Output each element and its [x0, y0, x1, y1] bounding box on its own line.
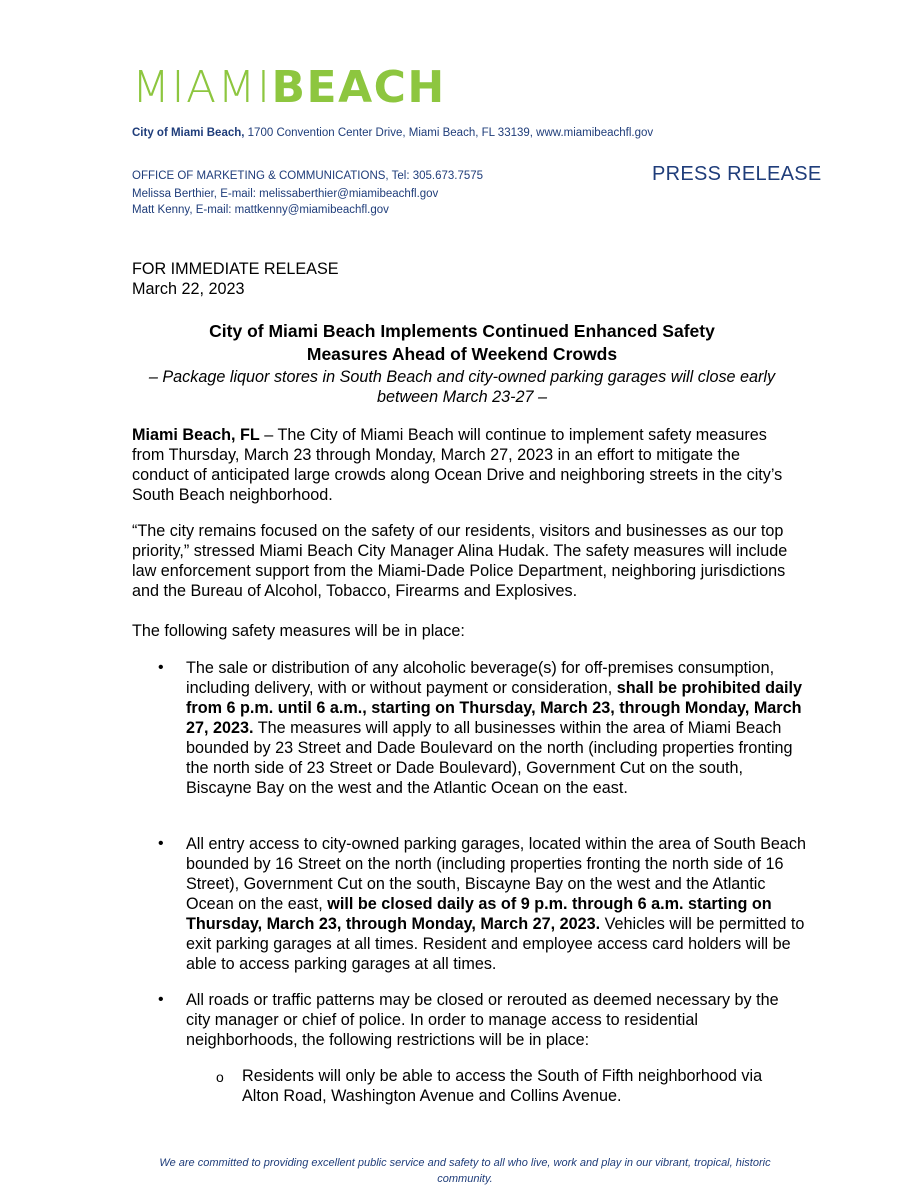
office-line — [132, 170, 483, 182]
bullet-alcohol-text: The sale or distribution of any alcoholic beverage(s) for off-premises consumption, including delivery, with or without payment or consideration, — [186, 659, 775, 697]
bullet-marker: • — [158, 835, 164, 852]
subtitle-line-2: between March 23-27 – — [376, 388, 548, 406]
bullet-parking — [186, 834, 806, 974]
sub-bullet-marker: o — [216, 1069, 224, 1085]
city-address: 1700 Convention Center Drive, Miami Beach, FL 33139, www.miamibeachfl.gov — [244, 127, 654, 139]
title-line-1: City of Miami Beach Implements Continued Enhanced Safety — [209, 321, 715, 341]
logo-beach: BEACH — [271, 62, 446, 113]
paragraph-measures-intro: The following safety measures will be in place: — [132, 622, 465, 640]
contact-kenny: Matt Kenny, E-mail: mattkenny@miamibeachfl.gov — [132, 204, 389, 216]
office-tel: Tel: 305.673.7575 — [388, 170, 484, 182]
paragraph-quote: “The city remains focused on the safety of our residents, visitors and businesses as our top priority,” stressed Miami Beach City Manager Alina Hudak. The safety measures will include law enforcement support from the Miami-Dade Police Department, neighboring jurisdictions and the Bureau of Alcohol, Tobacco, Firearms and Explosives. — [132, 522, 788, 600]
bullet-parking-text: All entry access to city-owned parking garages, located within the area of South Beach bounded by 16 Street on the north (including properties fronting the north side of 16 Street), Government Cut on the south, Biscayne Bay on the west and the Atlantic Ocean on the east, — [186, 835, 806, 913]
logo-miami: MIAMI — [132, 62, 272, 113]
bullet-alcohol — [186, 658, 806, 798]
intro-text: – The City of Miami Beach will continue to implement safety measures from Thursday, March 23 through Monday, March 27, 2023 in an effort to mitigate the conduct of anticipated large crowds along Ocean Drive and neighboring streets in the city’s South Beach neighborhood. — [132, 426, 783, 504]
sub-bullet-south-of-fifth: Residents will only be able to access the South of Fifth neighborhood via Alton Road, Washington Avenue and Collins Avenue. — [242, 1067, 763, 1105]
office-name: OFFICE OF MARKETING & COMMUNICATIONS, — [132, 170, 389, 182]
dateline: Miami Beach, FL — [132, 426, 260, 444]
bullet-alcohol-text-2: The measures will apply to all businesses within the area of Miami Beach bounded by 23 Street and Dade Boulevard on the north (including properties fronting the north side of 23 Street or Dade Boulevard), Government Cut on the south, Biscayne Bay on the west and the Atlantic Ocean on the east. — [186, 719, 793, 797]
footer-commitment: We are committed to providing excellent public service and safety to all who live, work and play in our vibrant, tropical, historic community. — [159, 1157, 771, 1185]
city-address-line — [132, 127, 653, 139]
subtitle-line-1: – Package liquor stores in South Beach and city-owned parking garages will close early — [148, 368, 776, 386]
bullet-alcohol-bold: shall be prohibited daily from 6 p.m. until 6 a.m., starting on Thursday, March 23, through Monday, March 27, 2023. — [186, 679, 802, 737]
press-release-label: PRESS RELEASE — [652, 163, 822, 185]
headline-title — [132, 320, 792, 366]
release-date: March 22, 2023 — [132, 280, 245, 298]
bullet-roads: All roads or traffic patterns may be closed or rerouted as deemed necessary by the city manager or chief of police. In order to manage access to residential neighborhoods, the following restrictions will be in place: — [186, 991, 779, 1049]
bullet-marker: • — [158, 991, 164, 1008]
title-line-2: Measures Ahead of Weekend Crowds — [306, 344, 618, 364]
bullet-marker: • — [158, 659, 164, 676]
bullet-parking-text-2: Vehicles will be permitted to exit parking garages at all times. Resident and employee access card holders will be able to access parking garages at all times. — [186, 915, 805, 973]
paragraph-intro — [132, 425, 800, 505]
headline-subtitle — [132, 367, 792, 407]
contact-berthier: Melissa Berthier, E-mail: melissaberthier@miamibeachfl.gov — [132, 188, 439, 200]
bullet-parking-bold: will be closed daily as of 9 p.m. through 6 a.m. starting on Thursday, March 23, through Monday, March 27, 2023. — [186, 895, 772, 933]
city-name: City of Miami Beach, — [132, 127, 245, 139]
miami-beach-logo — [132, 60, 446, 113]
for-immediate-release: FOR IMMEDIATE RELEASE — [132, 260, 339, 278]
